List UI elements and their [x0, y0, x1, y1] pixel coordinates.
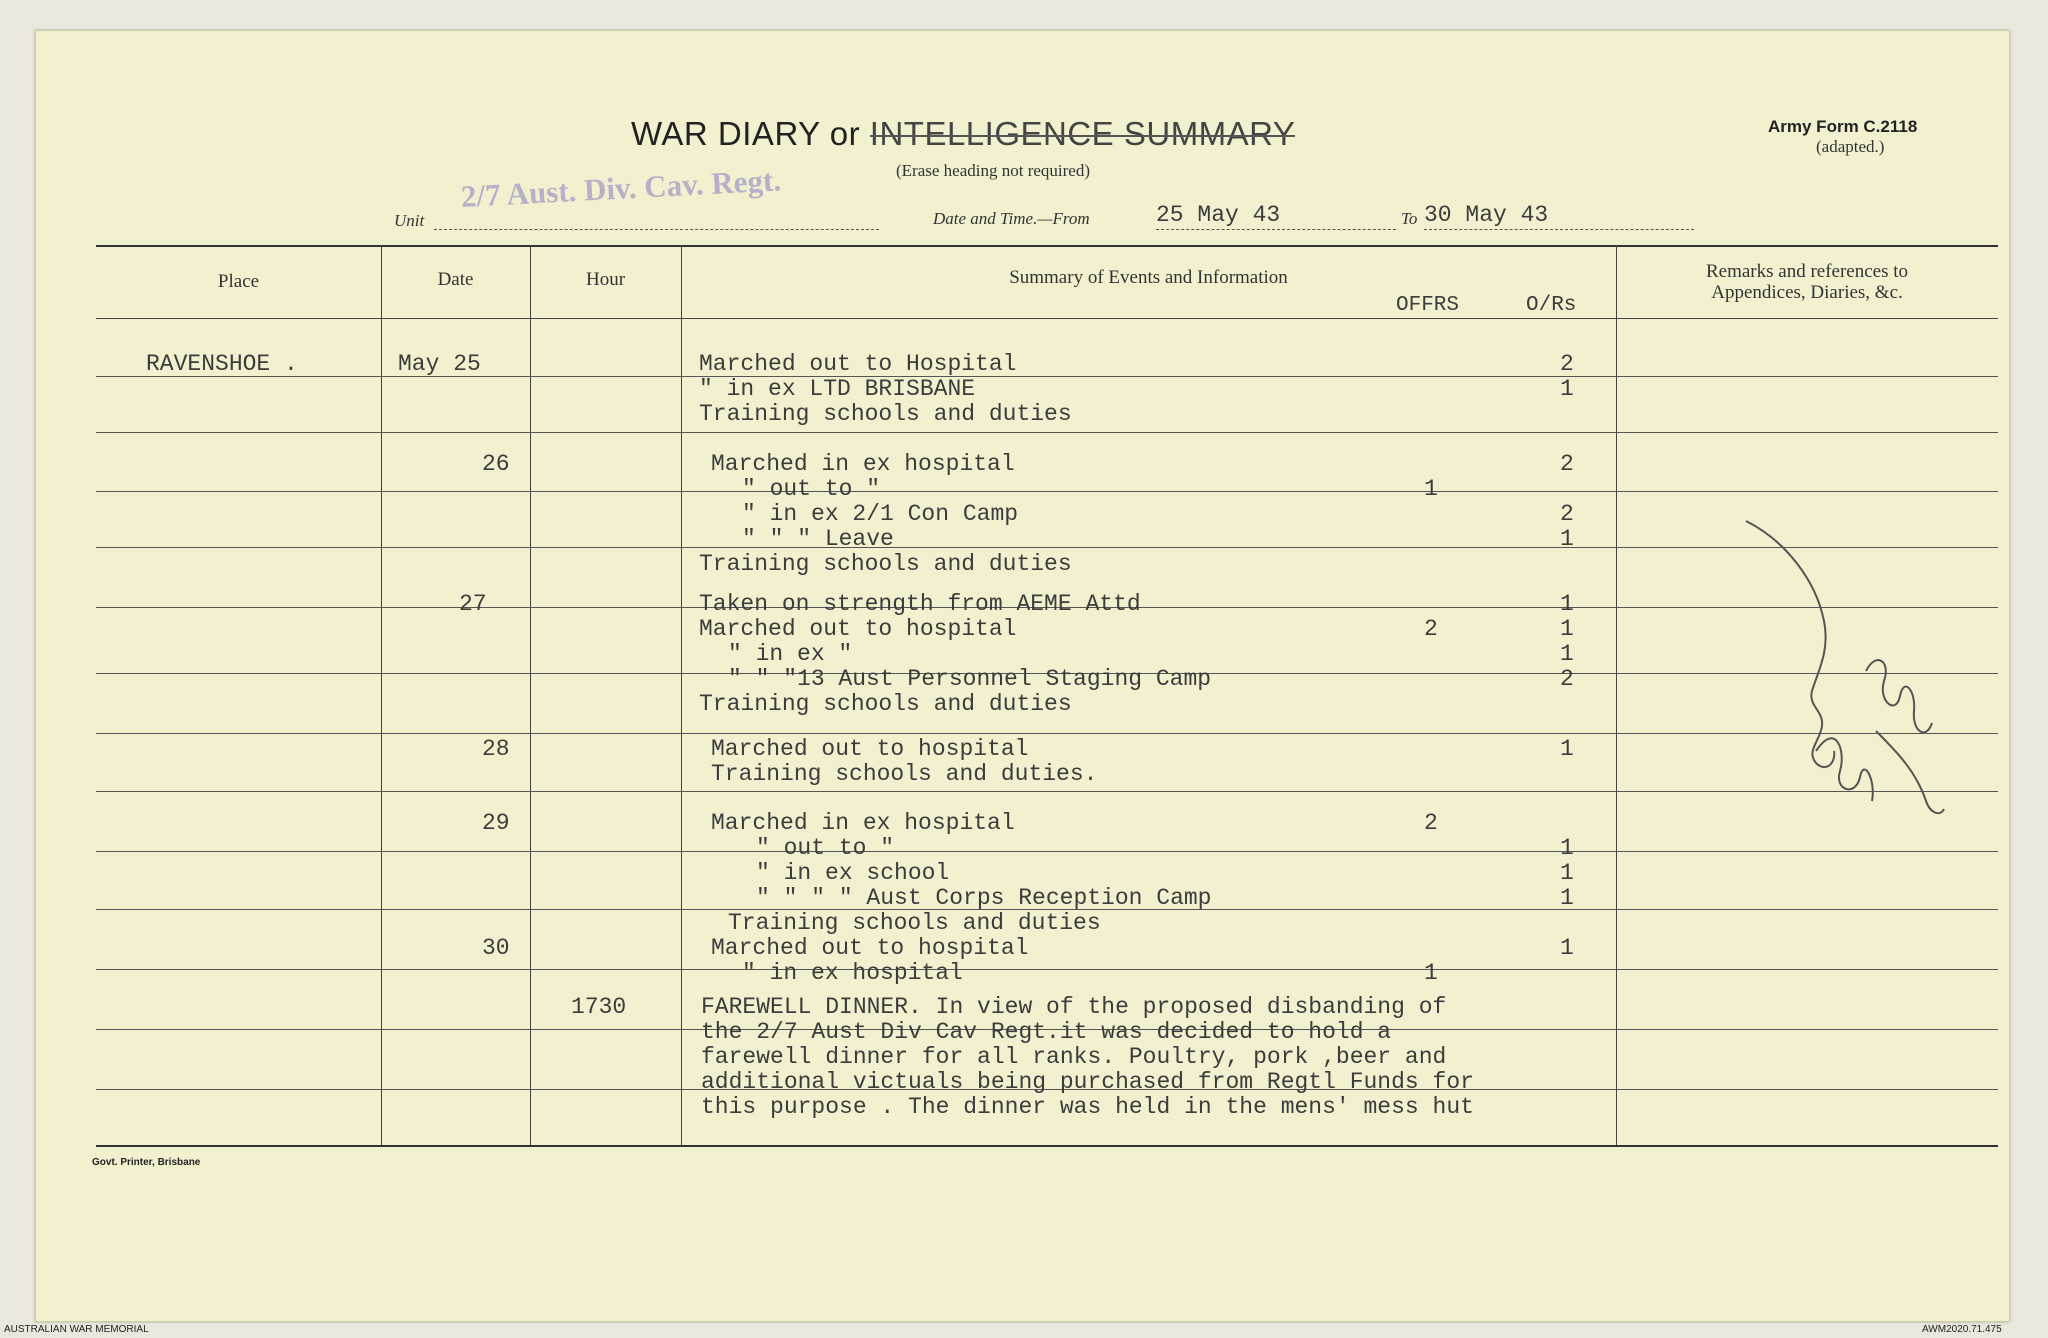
entry-text: farewell dinner for all ranks. Poultry, pork ,beer and	[701, 1044, 1447, 1070]
entry-ors: 1	[1560, 616, 1574, 642]
entry-date: 29	[482, 810, 510, 836]
printer-credit: Govt. Printer, Brisbane	[92, 1157, 201, 1168]
col-header-remarks-line1: Remarks and references to	[1705, 261, 1909, 282]
entry-ors: 2	[1560, 501, 1574, 527]
row-rule	[96, 547, 1998, 548]
entry-date: 28	[482, 736, 510, 762]
entry-text: the 2/7 Aust Div Cav Regt.it was decided to hold a	[701, 1019, 1392, 1045]
entry-text: Training schools and duties.	[711, 761, 1098, 787]
entry-text: FAREWELL DINNER. In view of the proposed disbanding of	[701, 994, 1447, 1020]
row-rule	[96, 851, 1998, 852]
entry-text: " out to "	[756, 835, 895, 861]
to-label: To	[1401, 209, 1418, 228]
entry-ors: 1	[1560, 736, 1574, 762]
entry-date: 26	[482, 451, 510, 477]
page-title	[631, 115, 1295, 153]
entry-ors: 2	[1560, 666, 1574, 692]
entry-ors: 2	[1560, 351, 1574, 377]
entry-text: " " " Leave	[742, 526, 894, 552]
col-header-ors: O/Rs	[1526, 294, 1577, 317]
form-adapted: (adapted.)	[1816, 137, 1885, 156]
row-rule	[96, 491, 1998, 492]
col-header-place: Place	[217, 271, 260, 292]
entry-place: RAVENSHOE .	[146, 351, 298, 377]
divider-summary-remarks	[1616, 245, 1617, 1145]
entry-ors: 1	[1560, 641, 1574, 667]
entry-offrs: 2	[1424, 810, 1438, 836]
entry-text: Marched in ex hospital	[711, 451, 1015, 477]
entry-ors: 1	[1560, 376, 1574, 402]
entry-date: 30	[482, 935, 510, 961]
entry-text: Training schools and duties	[699, 551, 1072, 577]
title-struck-intelligence-summary: INTELLIGENCE SUMMARY	[869, 115, 1296, 152]
from-dotted-line	[1156, 229, 1396, 230]
erase-note: (Erase heading not required)	[896, 161, 1090, 180]
row-rule	[96, 432, 1998, 433]
table-bottom-border	[96, 1145, 1998, 1147]
divider-place-date	[381, 245, 382, 1145]
date-to-value: 30 May 43	[1424, 202, 1549, 228]
date-from-value: 25 May 43	[1156, 202, 1281, 228]
entry-text: " in ex school	[756, 860, 950, 886]
unit-stamp: 2/7 Aust. Div. Cav. Regt.	[460, 162, 782, 214]
entry-text: " " "13 Aust Personnel Staging Camp	[728, 666, 1212, 692]
entry-text: additional victuals being purchased from Regtl Funds for	[701, 1069, 1474, 1095]
handwritten-signature	[1726, 501, 1966, 841]
entry-text: Training schools and duties	[699, 691, 1072, 717]
archive-label-left: AUSTRALIAN WAR MEMORIAL	[4, 1324, 149, 1335]
col-header-offrs: OFFRS	[1396, 294, 1460, 317]
unit-label: Unit	[394, 211, 425, 230]
col-header-remarks-line2: Appendices, Diaries, &c.	[1711, 282, 1903, 303]
entry-date: May 25	[398, 351, 481, 377]
entry-ors: 1	[1560, 835, 1574, 861]
entry-text: Marched out to hospital	[699, 616, 1017, 642]
row-rule	[96, 376, 1998, 377]
entry-date: 27	[459, 591, 487, 617]
col-header-hour: Hour	[585, 269, 626, 290]
entry-ors: 1	[1560, 935, 1574, 961]
entry-offrs: 1	[1424, 960, 1438, 986]
divider-hour-summary	[681, 245, 682, 1145]
entry-text: Marched in ex hospital	[711, 810, 1015, 836]
row-rule	[96, 733, 1998, 734]
entry-text: Marched out to Hospital	[699, 351, 1017, 377]
col-header-date: Date	[437, 269, 474, 290]
entry-hour: 1730	[571, 994, 627, 1020]
entry-text: Marched out to hospital	[711, 935, 1029, 961]
to-dotted-line	[1424, 229, 1694, 230]
entry-text: " out to "	[742, 476, 881, 502]
entry-text: " in ex LTD BRISBANE	[699, 376, 976, 402]
entry-ors: 1	[1560, 860, 1574, 886]
unit-dotted-line	[434, 229, 879, 230]
entry-text: Training schools and duties	[699, 401, 1072, 427]
entry-text: " in ex hospital	[742, 960, 963, 986]
date-time-label: Date and Time.—From	[933, 209, 1090, 228]
title-war-diary: WAR DIARY or	[631, 115, 861, 152]
entry-ors: 2	[1560, 451, 1574, 477]
row-rule	[96, 791, 1998, 792]
entry-text: Training schools and duties	[728, 910, 1101, 936]
entry-text: " in ex "	[728, 641, 853, 667]
archive-label-right: AWM2020.71.475	[1922, 1324, 2002, 1335]
entry-text: Marched out to hospital	[711, 736, 1029, 762]
form-number: Army Form C.2118	[1768, 117, 1918, 136]
entry-offrs: 2	[1424, 616, 1438, 642]
entry-text: " in ex 2/1 Con Camp	[742, 501, 1019, 527]
diary-sheet	[35, 30, 2010, 1322]
entry-text: this purpose . The dinner was held in the mens' mess hut	[701, 1094, 1474, 1120]
entry-ors: 1	[1560, 526, 1574, 552]
entry-text: " " " " Aust Corps Reception Camp	[756, 885, 1212, 911]
row-rule	[96, 969, 1998, 970]
col-header-summary: Summary of Events and Information	[1009, 267, 1288, 288]
entry-ors: 1	[1560, 885, 1574, 911]
entry-text: Taken on strength from AEME Attd	[699, 591, 1141, 617]
divider-date-hour	[530, 245, 531, 1145]
entry-offrs: 1	[1424, 476, 1438, 502]
entry-ors: 1	[1560, 591, 1574, 617]
